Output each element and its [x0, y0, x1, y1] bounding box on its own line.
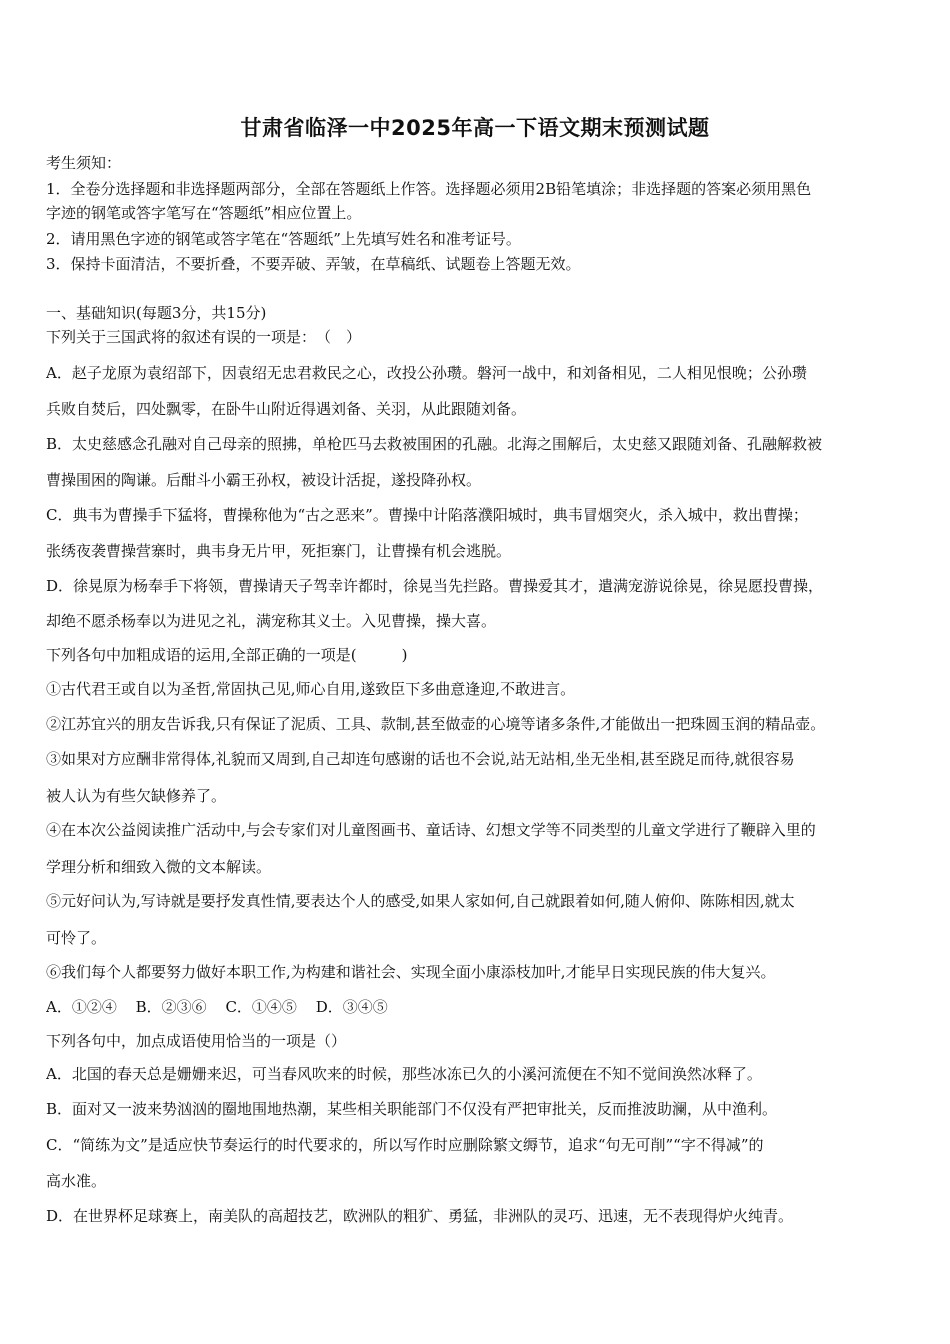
q2-choice-a: A．①②④: [46, 998, 117, 1016]
q3-option-b: B．面对又一波来势汹汹的圈地围地热潮，某些相关职能部门不仅没有严把审批关，反而推波助澜，从中渔利。: [46, 1100, 778, 1118]
q1-option-c-line-1: C．典韦为曹操手下猛将，曹操称他为“古之恶来”。曹操中计陷落濮阳城时，典韦冒烟突火，杀入城中，救出曹操；: [46, 506, 808, 524]
q2-sentence-3-line-1: ③如果对方应酬非常得体,礼貌而又周到,自己却连句感谢的话也不会说,站无站相,坐无坐相,甚至跷足而待,就很容易: [46, 750, 795, 768]
q1-option-b-line-1: B．太史慈感念孔融对自己母亲的照拂，单枪匹马去救被围困的孔融。北海之围解后，太史慈又跟随刘备、孔融解救被: [46, 435, 823, 453]
section-heading: 一、基础知识(每题3分，共15分): [46, 304, 267, 322]
notice-line-2: 字迹的钢笔或答字笔写在“答题纸”相应位置上。: [46, 204, 362, 222]
q1-option-d-line-1: D．徐晃原为杨奉手下将领，曹操请天子驾幸许都时，徐晃当先拦路。曹操爱其才，遣满宠游说徐晃，徐晃愿投曹操，: [46, 577, 824, 595]
q1-option-d-line-2: 却绝不愿杀杨奉以为进见之礼，满宠称其义士。入见曹操，操大喜。: [46, 612, 497, 630]
q2-stem: 下列各句中加粗成语的运用,全部正确的一项是( ): [46, 646, 408, 664]
q3-option-c-line-1: C．“简练为文”是适应快节奏运行的时代要求的，所以写作时应删除繁文缛节，追求“句无可削”“字不得减”的: [46, 1136, 764, 1154]
document-title: 甘肃省临泽一中2025年高一下语文期末预测试题: [240, 116, 710, 140]
notice-line-1: 1．全卷分选择题和非选择题两部分，全部在答题纸上作答。选择题必须用2B铅笔填涂；非选择题的答案必须用黑色: [46, 180, 812, 198]
q2-sentence-5-line-2: 可怜了。: [46, 929, 107, 947]
q2-sentence-2: ②江苏宜兴的朋友告诉我,只有保证了泥质、工具、款制,甚至做壶的心境等诸多条件,才能做出一把珠圆玉润的精品壶。: [46, 715, 826, 733]
notice-heading: 考生须知：: [46, 154, 122, 172]
q1-option-b-line-2: 曹操围困的陶谦。后酣斗小霸王孙权，被设计活捉，遂投降孙权。: [46, 471, 482, 489]
q1-option-c-line-2: 张绣夜袭曹操营寨时，典韦身无片甲，死拒寨门，让曹操有机会逃脱。: [46, 542, 512, 560]
q2-sentence-3-line-2: 被人认为有些欠缺修养了。: [46, 787, 227, 805]
q1-stem: 下列关于三国武将的叙述有误的一项是： （ ）: [46, 328, 362, 346]
q3-option-d: D．在世界杯足球赛上，南美队的高超技艺，欧洲队的粗犷、勇猛，非洲队的灵巧、迅速，无不表现得炉火纯青。: [46, 1207, 794, 1225]
q2-sentence-4-line-1: ④在本次公益阅读推广活动中,与会专家们对儿童图画书、童话诗、幻想文学等不同类型的儿童文学进行了鞭辟入里的: [46, 821, 816, 839]
q1-option-a-line-2: 兵败自焚后，四处飘零，在卧牛山附近得遇刘备、关羽，从此跟随刘备。: [46, 400, 527, 418]
q2-sentence-6: ⑥我们每个人都要努力做好本职工作,为构建和谐社会、实现全面小康添枝加叶,才能早日实现民族的伟大复兴。: [46, 963, 776, 981]
q2-choice-b: B．②③⑥: [135, 998, 207, 1016]
q2-sentence-1: ①古代君王或自以为圣哲,常固执己见,师心自用,遂致臣下多曲意逢迎,不敢进言。: [46, 680, 576, 698]
q2-choice-c: C．①④⑤: [225, 998, 297, 1016]
q2-sentence-5-line-1: ⑤元好问认为,写诗就是要抒发真性情,要表达个人的感受,如果人家如何,自己就跟着如何,随人俯仰、陈陈相因,就太: [46, 892, 795, 910]
notice-line-3: 2．请用黑色字迹的钢笔或答字笔在“答题纸”上先填写姓名和准考证号。: [46, 230, 521, 248]
q3-option-c-line-2: 高水准。: [46, 1172, 107, 1190]
q2-choice-d: D．③④⑤: [315, 998, 388, 1016]
notice-line-4: 3．保持卡面清洁，不要折叠，不要弄破、弄皱，在草稿纸、试题卷上答题无效。: [46, 255, 581, 273]
q2-choices: [46, 997, 916, 1017]
q3-stem: 下列各句中，加点成语使用恰当的一项是（）: [46, 1032, 347, 1050]
q3-option-a: A．北国的春天总是姗姗来迟，可当春风吹来的时候，那些冰冻已久的小溪河流便在不知不觉间涣然冰释了。: [46, 1065, 762, 1083]
q1-option-a-line-1: A．赵子龙原为袁绍部下，因袁绍无忠君救民之心，改投公孙瓒。磐河一战中，和刘备相见，二人相见恨晚；公孙瓒: [46, 364, 807, 382]
q2-sentence-4-line-2: 学理分析和细致入微的文本解读。: [46, 858, 272, 876]
